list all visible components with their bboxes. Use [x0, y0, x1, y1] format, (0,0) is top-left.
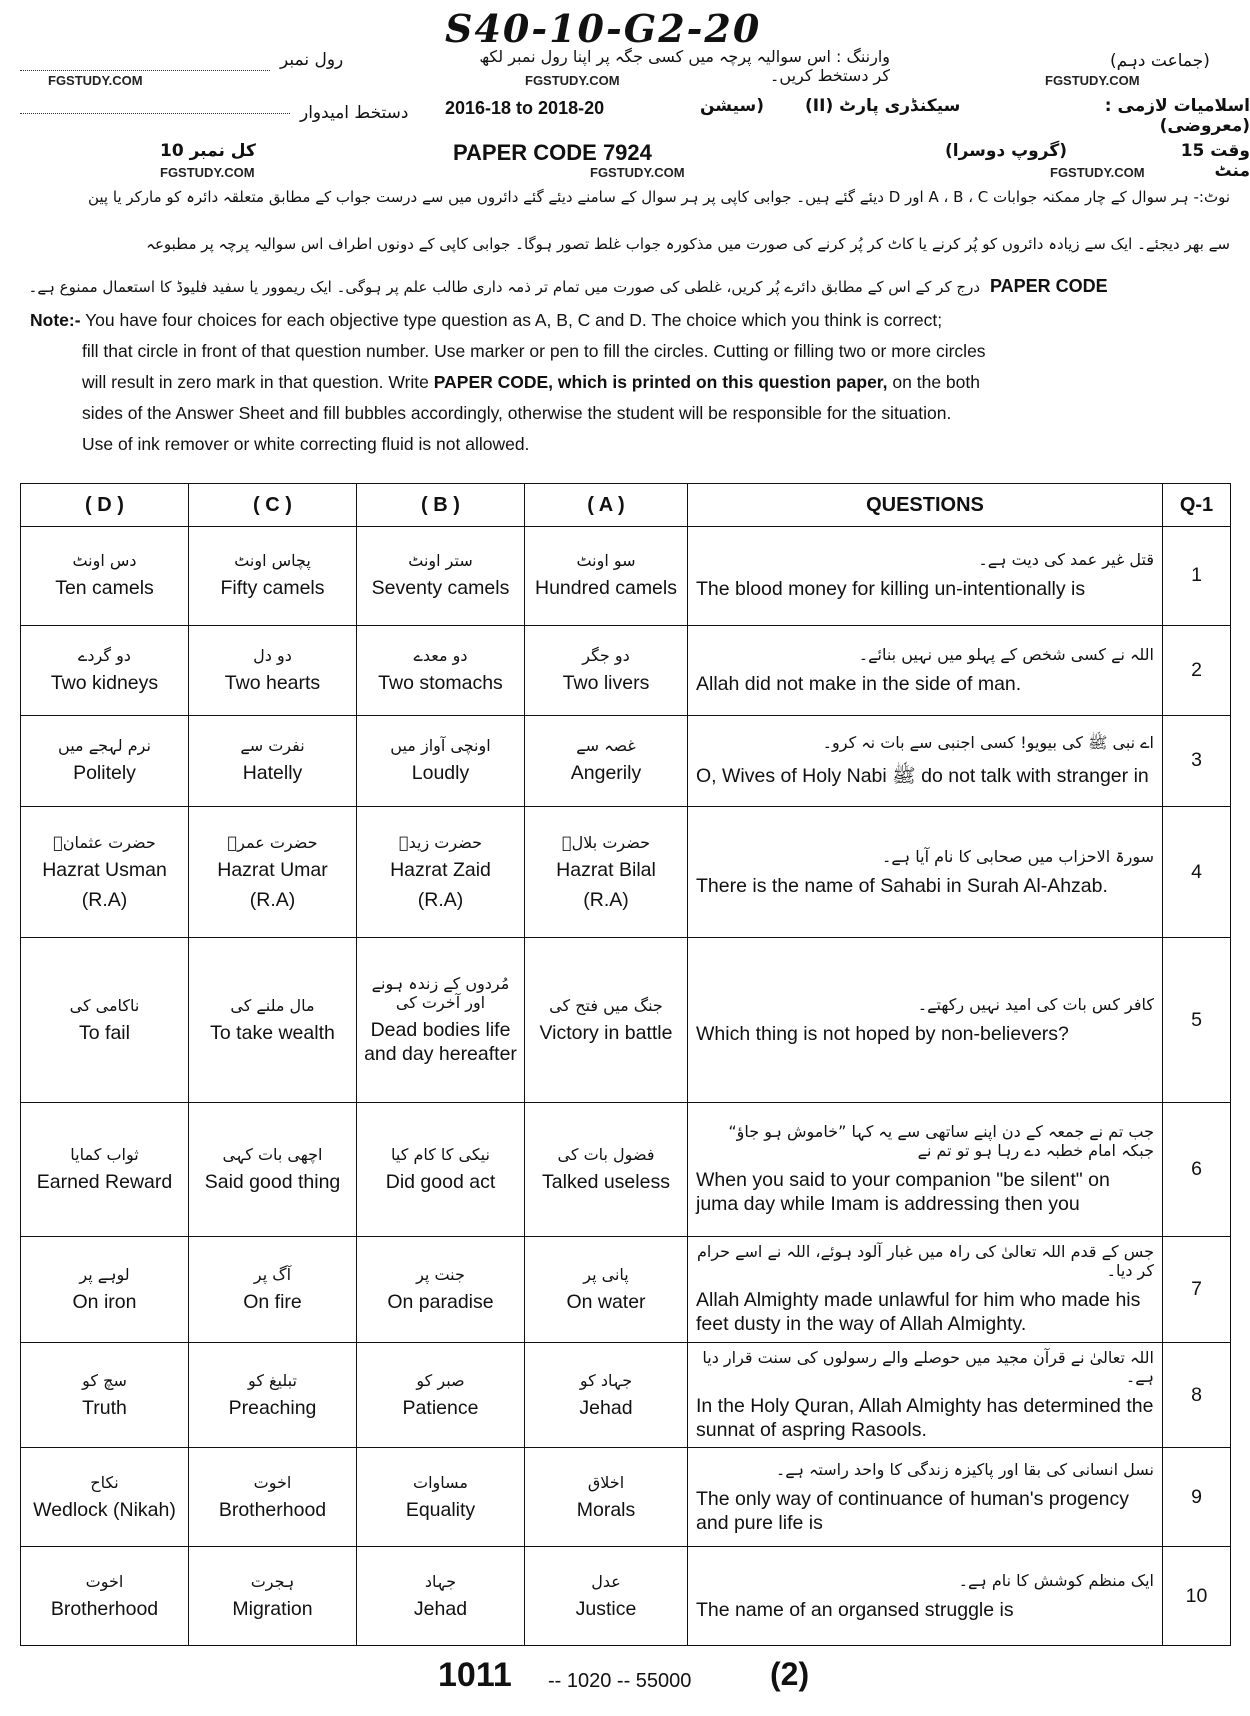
- question-text: [688, 1102, 1163, 1236]
- watermark: FGSTUDY.COM: [160, 165, 255, 180]
- instructions-urdu-line-2: سے بھر دیجئے۔ ایک سے زیادہ دائروں کو پُر کرنے یا کاٹ کر پُر کرنے کی صورت میں مذکورہ جواب غلط تصور ہوگا۔ جوابی کاپی کے دونوں اطراف اس سوالیہ پرچہ پر مطبوعہ: [146, 235, 1230, 253]
- question-urdu: جس کے قدم اللہ تعالیٰ کی راہ میں غبار آلود ہوئے، اللہ نے اسے حرام کر دیا۔: [696, 1242, 1154, 1281]
- option-english: Hundred camels: [535, 577, 677, 600]
- option-a: [525, 806, 688, 938]
- paper-code-word: PAPER CODE: [990, 276, 1108, 296]
- option-urdu: نفرت سے: [240, 736, 305, 756]
- option-d: [21, 716, 189, 807]
- table-row: [21, 527, 1231, 626]
- question-text: [688, 527, 1163, 626]
- option-english: Two livers: [562, 671, 650, 694]
- option-b: [357, 1102, 525, 1236]
- option-c: [189, 1547, 357, 1646]
- option-b: [357, 1236, 525, 1342]
- session-label: (سیشن: [700, 96, 765, 116]
- option-english: Said good thing: [204, 1170, 341, 1193]
- option-c: [189, 1448, 357, 1547]
- option-d: [21, 1448, 189, 1547]
- option-a: [525, 1342, 688, 1448]
- table-header-row: [21, 484, 1231, 527]
- watermark: FGSTUDY.COM: [525, 73, 620, 88]
- option-d: [21, 1547, 189, 1646]
- question-urdu: اے نبی ﷺ کی بیویو! کسی اجنبی سے بات نہ کرو۔: [822, 733, 1154, 753]
- option-c: [189, 716, 357, 807]
- question-urdu: قتل غیر عمد کی دیت ہے۔: [978, 550, 1154, 570]
- option-d: [21, 1236, 189, 1342]
- question-english: When you said to your companion "be silent" on juma day while Imam is addressing then you: [696, 1169, 1110, 1216]
- option-urdu: نیکی کا کام کیا: [391, 1144, 490, 1164]
- option-urdu: پچاس اونٹ: [234, 551, 311, 571]
- option-urdu: حضرت عمرؓ: [227, 832, 318, 852]
- question-urdu: نسل انسانی کی بقا اور پاکیزہ زندگی کا واحد راستہ ہے۔: [775, 1459, 1154, 1479]
- option-urdu: مساوات: [413, 1472, 468, 1492]
- note-line-3: will result in zero mark in that question. Write: [82, 372, 429, 392]
- watermark: FGSTUDY.COM: [1045, 73, 1140, 88]
- question-number: 6: [1163, 1102, 1231, 1236]
- table-row: [21, 625, 1231, 716]
- question-english: Allah did not make in the side of man.: [696, 672, 1022, 695]
- option-c: [189, 1342, 357, 1448]
- question-number: 3: [1163, 716, 1231, 807]
- header-questions: QUESTIONS: [688, 484, 1163, 527]
- header-qno: Q-1: [1163, 484, 1231, 527]
- roll-number-line: [20, 70, 270, 71]
- option-english: Morals: [576, 1498, 636, 1521]
- option-c: [189, 806, 357, 938]
- question-text: [688, 938, 1163, 1103]
- note-line-3b: on the both: [892, 372, 980, 392]
- option-b: [357, 938, 525, 1103]
- option-urdu: ناکامی کی: [69, 995, 140, 1015]
- option-d: [21, 806, 189, 938]
- option-d: [21, 625, 189, 716]
- question-number: 10: [1163, 1547, 1231, 1646]
- option-english: Seventy camels: [371, 577, 510, 600]
- option-urdu: ہجرت: [250, 1571, 295, 1591]
- question-urdu: ایک منظم کوشش کا نام ہے۔: [958, 1570, 1154, 1590]
- question-text: [688, 806, 1163, 938]
- option-a: [525, 1102, 688, 1236]
- paper-code-title: PAPER CODE 7924: [453, 140, 652, 165]
- subject-label: اسلامیات لازمی : (معروضی): [1104, 96, 1250, 136]
- option-urdu: نرم لہجے میں: [58, 736, 151, 756]
- option-english: Patience: [402, 1396, 479, 1419]
- note-line-2: fill that circle in front of that question number. Use marker or pen to fill the circles. Cutting or filling two or more circles: [82, 341, 986, 361]
- question-english: Which thing is not hoped by non-believers?: [696, 1022, 1069, 1045]
- watermark: FGSTUDY.COM: [1050, 165, 1145, 180]
- option-english: On fire: [243, 1290, 302, 1313]
- option-english: Victory in battle: [539, 1021, 673, 1044]
- option-urdu: عدل: [591, 1571, 621, 1591]
- option-d: [21, 527, 189, 626]
- question-text: [688, 625, 1163, 716]
- option-a: [525, 1448, 688, 1547]
- option-urdu: دو دل: [253, 645, 292, 665]
- watermark: FGSTUDY.COM: [590, 165, 685, 180]
- option-urdu: ستر اونٹ: [408, 551, 473, 571]
- footer-group-no: (2): [770, 1656, 810, 1692]
- option-english: On iron: [72, 1290, 137, 1313]
- option-c: [189, 938, 357, 1103]
- part-label: سیکنڈری پارٹ (II): [805, 96, 961, 116]
- option-english: Dead bodies life and day hereafter: [364, 1019, 517, 1066]
- option-urdu: اونچی آواز میں: [390, 736, 491, 756]
- option-urdu: دو گردے: [78, 645, 131, 665]
- option-english: Two stomachs: [378, 671, 503, 694]
- option-urdu: حضرت زیدؓ: [399, 832, 482, 852]
- option-english: Earned Reward: [36, 1170, 173, 1193]
- option-english: Brotherhood: [218, 1498, 327, 1521]
- note-bold: PAPER CODE, which is printed on this question paper,: [433, 372, 888, 392]
- option-english: Hazrat Usman: [42, 858, 167, 881]
- question-english: In the Holy Quran, Allah Almighty has determined the sunnat of aspring Rasools.: [696, 1395, 1154, 1441]
- note-line-5: Use of ink remover or white correcting fluid is not allowed.: [82, 434, 530, 454]
- question-english: Allah Almighty made unlawful for him who made his feet dusty in the way of Allah Almighty.: [696, 1289, 1141, 1336]
- question-urdu: اللہ تعالیٰ نے قرآن مجید میں حوصلے والے رسولوں کی سنت قرار دیا ہے۔: [702, 1348, 1154, 1386]
- option-urdu: لوہے پر: [79, 1264, 130, 1284]
- option-english: Hazrat Umar: [217, 858, 328, 881]
- option-a: [525, 1236, 688, 1342]
- candidate-sign-line: [20, 113, 290, 114]
- option-urdu: آگ پر: [253, 1264, 292, 1284]
- instructions-note: [30, 305, 1230, 460]
- option-b: [357, 1547, 525, 1646]
- question-english: There is the name of Sahabi in Surah Al-Ahzab.: [696, 874, 1108, 897]
- option-urdu: غصہ سے: [576, 736, 636, 756]
- option-d: [21, 938, 189, 1103]
- question-number: 2: [1163, 625, 1231, 716]
- option-urdu: جنت پر: [416, 1264, 465, 1284]
- option-c: [189, 625, 357, 716]
- question-text: [688, 1547, 1163, 1646]
- option-a: [525, 1547, 688, 1646]
- question-english: The blood money for killing un-intentionally is: [696, 578, 1086, 601]
- option-english: Hazrat Zaid: [390, 858, 491, 881]
- option-english: Brotherhood: [50, 1597, 159, 1620]
- question-number: 7: [1163, 1236, 1231, 1342]
- handwritten-code: S40-10-G2-20: [445, 6, 762, 51]
- option-urdu: دس اونٹ: [72, 551, 137, 571]
- question-english: The only way of continuance of human's progency and pure life is: [696, 1487, 1129, 1534]
- option-b: [357, 625, 525, 716]
- option-english: Did good act: [385, 1170, 496, 1193]
- note-label: Note:-: [30, 310, 81, 330]
- option-urdu: دو معدے: [413, 645, 468, 665]
- option-urdu: دو جگر: [582, 645, 630, 665]
- option-urdu: سو اونٹ: [576, 551, 636, 571]
- question-urdu: جب تم نے جمعہ کے دن اپنے ساتھی سے یہ کہا ”خاموش ہو جاؤ“ جبکہ امام خطبہ دے رہا ہو تو تم نے: [728, 1122, 1154, 1161]
- footer-code-mid: -- 1020 -- 55000: [548, 1670, 692, 1692]
- header-d: ( D ): [21, 484, 189, 527]
- option-english: Angerily: [570, 762, 642, 785]
- option-urdu: اچھی بات کہی: [222, 1144, 323, 1164]
- option-english: On water: [566, 1290, 646, 1313]
- table-row: [21, 1342, 1231, 1448]
- option-urdu: اخوت: [253, 1472, 292, 1492]
- option-english: Equality: [405, 1498, 476, 1521]
- table-row: [21, 1236, 1231, 1342]
- question-number: 4: [1163, 806, 1231, 938]
- header-a: ( A ): [525, 484, 688, 527]
- total-marks: کل نمبر 10: [160, 141, 256, 161]
- questions-table: [20, 483, 1231, 1646]
- candidate-sign-label: دستخط امیدوار: [300, 103, 409, 123]
- table-row: [21, 806, 1231, 938]
- question-urdu: اللہ نے کسی شخص کے پہلو میں نہیں بنائے۔: [858, 644, 1154, 664]
- option-a: [525, 527, 688, 626]
- option-urdu: جنگ میں فتح کی: [549, 995, 663, 1015]
- question-text: [688, 1342, 1163, 1448]
- note-line-4: sides of the Answer Sheet and fill bubbles accordingly, otherwise the student will be responsible for the situation.: [82, 403, 952, 423]
- option-english: Talked useless: [542, 1170, 670, 1193]
- question-number: 9: [1163, 1448, 1231, 1547]
- option-urdu: ثواب کمایا: [70, 1144, 139, 1164]
- question-text: [688, 1236, 1163, 1342]
- option-urdu: مال ملنے کی: [230, 995, 315, 1015]
- question-number: 8: [1163, 1342, 1231, 1448]
- option-english: Hazrat Bilal: [556, 858, 656, 881]
- option-english: Fifty camels: [220, 577, 325, 600]
- question-english: The name of an organsed struggle is: [696, 1598, 1014, 1621]
- warning-urdu: وارننگ : اس سوالیہ پرچہ میں کسی جگہ پر اپنا رول نمبر لکھ کر دستخط کریں۔: [479, 47, 890, 85]
- question-number: 1: [1163, 527, 1231, 626]
- table-row: [21, 1448, 1231, 1547]
- option-urdu: تبلیغ کو: [248, 1370, 297, 1390]
- option-b: [357, 806, 525, 938]
- option-c: [189, 1102, 357, 1236]
- session-years: 2016-18 to 2018-20: [445, 98, 605, 118]
- option-b: [357, 716, 525, 807]
- option-d: [21, 1342, 189, 1448]
- question-urdu: سورۃ الاحزاب میں صحابی کا نام آیا ہے۔: [882, 846, 1154, 866]
- table-row: [21, 1547, 1231, 1646]
- table-row: [21, 938, 1231, 1103]
- option-english: Two hearts: [224, 671, 321, 694]
- question-text: [688, 716, 1163, 807]
- option-english: Justice: [575, 1597, 637, 1620]
- option-a: [525, 625, 688, 716]
- option-english: Preaching: [228, 1396, 317, 1419]
- header-b: ( B ): [357, 484, 525, 527]
- note-line-1: You have four choices for each objective type question as A, B, C and D. The choice which you think is correct;: [85, 310, 943, 330]
- question-number: 5: [1163, 938, 1231, 1103]
- option-urdu: فضول بات کی: [557, 1144, 655, 1164]
- question-text: [688, 1448, 1163, 1547]
- option-ra: (R.A): [583, 888, 629, 911]
- option-urdu: نکاح: [90, 1472, 119, 1492]
- option-english: Two kidneys: [50, 671, 159, 694]
- option-b: [357, 1448, 525, 1547]
- option-a: [525, 938, 688, 1103]
- question-urdu: کافر کس بات کی امید نہیں رکھتے۔: [917, 994, 1154, 1014]
- option-b: [357, 1342, 525, 1448]
- option-urdu: صبر کو: [416, 1370, 465, 1390]
- option-ra: (R.A): [417, 888, 464, 911]
- table-row: [21, 1102, 1231, 1236]
- option-urdu: جہاد: [424, 1571, 457, 1591]
- option-english: Loudly: [411, 762, 470, 785]
- option-english: Jehad: [413, 1597, 468, 1620]
- option-urdu: پانی پر: [583, 1264, 629, 1284]
- option-english: Migration: [232, 1597, 313, 1620]
- option-c: [189, 1236, 357, 1342]
- option-english: Politely: [73, 762, 136, 785]
- option-urdu: حضرت بلالؓ: [562, 832, 650, 852]
- option-english: On paradise: [387, 1290, 494, 1313]
- time-label: وقت 15 منٹ: [1180, 141, 1250, 181]
- class-label: (جماعت دہم): [1110, 51, 1210, 71]
- option-english: Hatelly: [242, 762, 303, 785]
- option-ra: (R.A): [81, 888, 128, 911]
- option-a: [525, 716, 688, 807]
- question-english: O, Wives of Holy Nabi ﷺ do not talk with stranger in: [696, 765, 1149, 788]
- option-c: [189, 527, 357, 626]
- option-urdu: اخوت: [85, 1571, 124, 1591]
- option-urdu: جہاد کو: [579, 1370, 633, 1390]
- option-urdu: سچ کو: [82, 1370, 127, 1390]
- watermark: FGSTUDY.COM: [48, 73, 143, 88]
- instructions-urdu-line-3: درج کر کے اس کے مطابق دائرے پُر کریں، غلطی کی صورت میں تمام تر ذمہ داری طالب علم پر ہوگی۔ ایک ریموور یا سفید فلیوڈ کا استعمال ممنوع ہے۔: [28, 278, 980, 296]
- roll-number-label: رول نمبر: [280, 50, 344, 70]
- footer-code-main: 1011: [438, 1656, 512, 1694]
- instructions-urdu-line-1: نوٹ:- ہر سوال کے چار ممکنہ جوابات A ، B ، C اور D دیئے گئے ہیں۔ جوابی کاپی پر ہر سوال کے سامنے دیئے گئے دائروں میں سے درست جواب کے مطابق متعلقہ دائرہ کو مارکر یا پین: [87, 188, 1230, 206]
- group-label: (گروپ دوسرا): [945, 141, 1067, 161]
- option-english: Wedlock (Nikah): [33, 1498, 176, 1521]
- header-c: ( C ): [189, 484, 357, 527]
- option-english: To take wealth: [210, 1021, 335, 1044]
- option-b: [357, 527, 525, 626]
- option-english: To fail: [79, 1021, 130, 1044]
- table-row: [21, 716, 1231, 807]
- option-d: [21, 1102, 189, 1236]
- option-urdu: حضرت عثمانؓ: [53, 832, 156, 852]
- option-english: Jehad: [579, 1396, 633, 1419]
- option-urdu: اخلاق: [587, 1472, 625, 1492]
- option-ra: (R.A): [249, 888, 296, 911]
- option-english: Truth: [82, 1396, 127, 1419]
- option-urdu: مُردوں کے زندہ ہونے اور آخرت کی: [371, 974, 510, 1013]
- option-english: Ten camels: [55, 577, 154, 600]
